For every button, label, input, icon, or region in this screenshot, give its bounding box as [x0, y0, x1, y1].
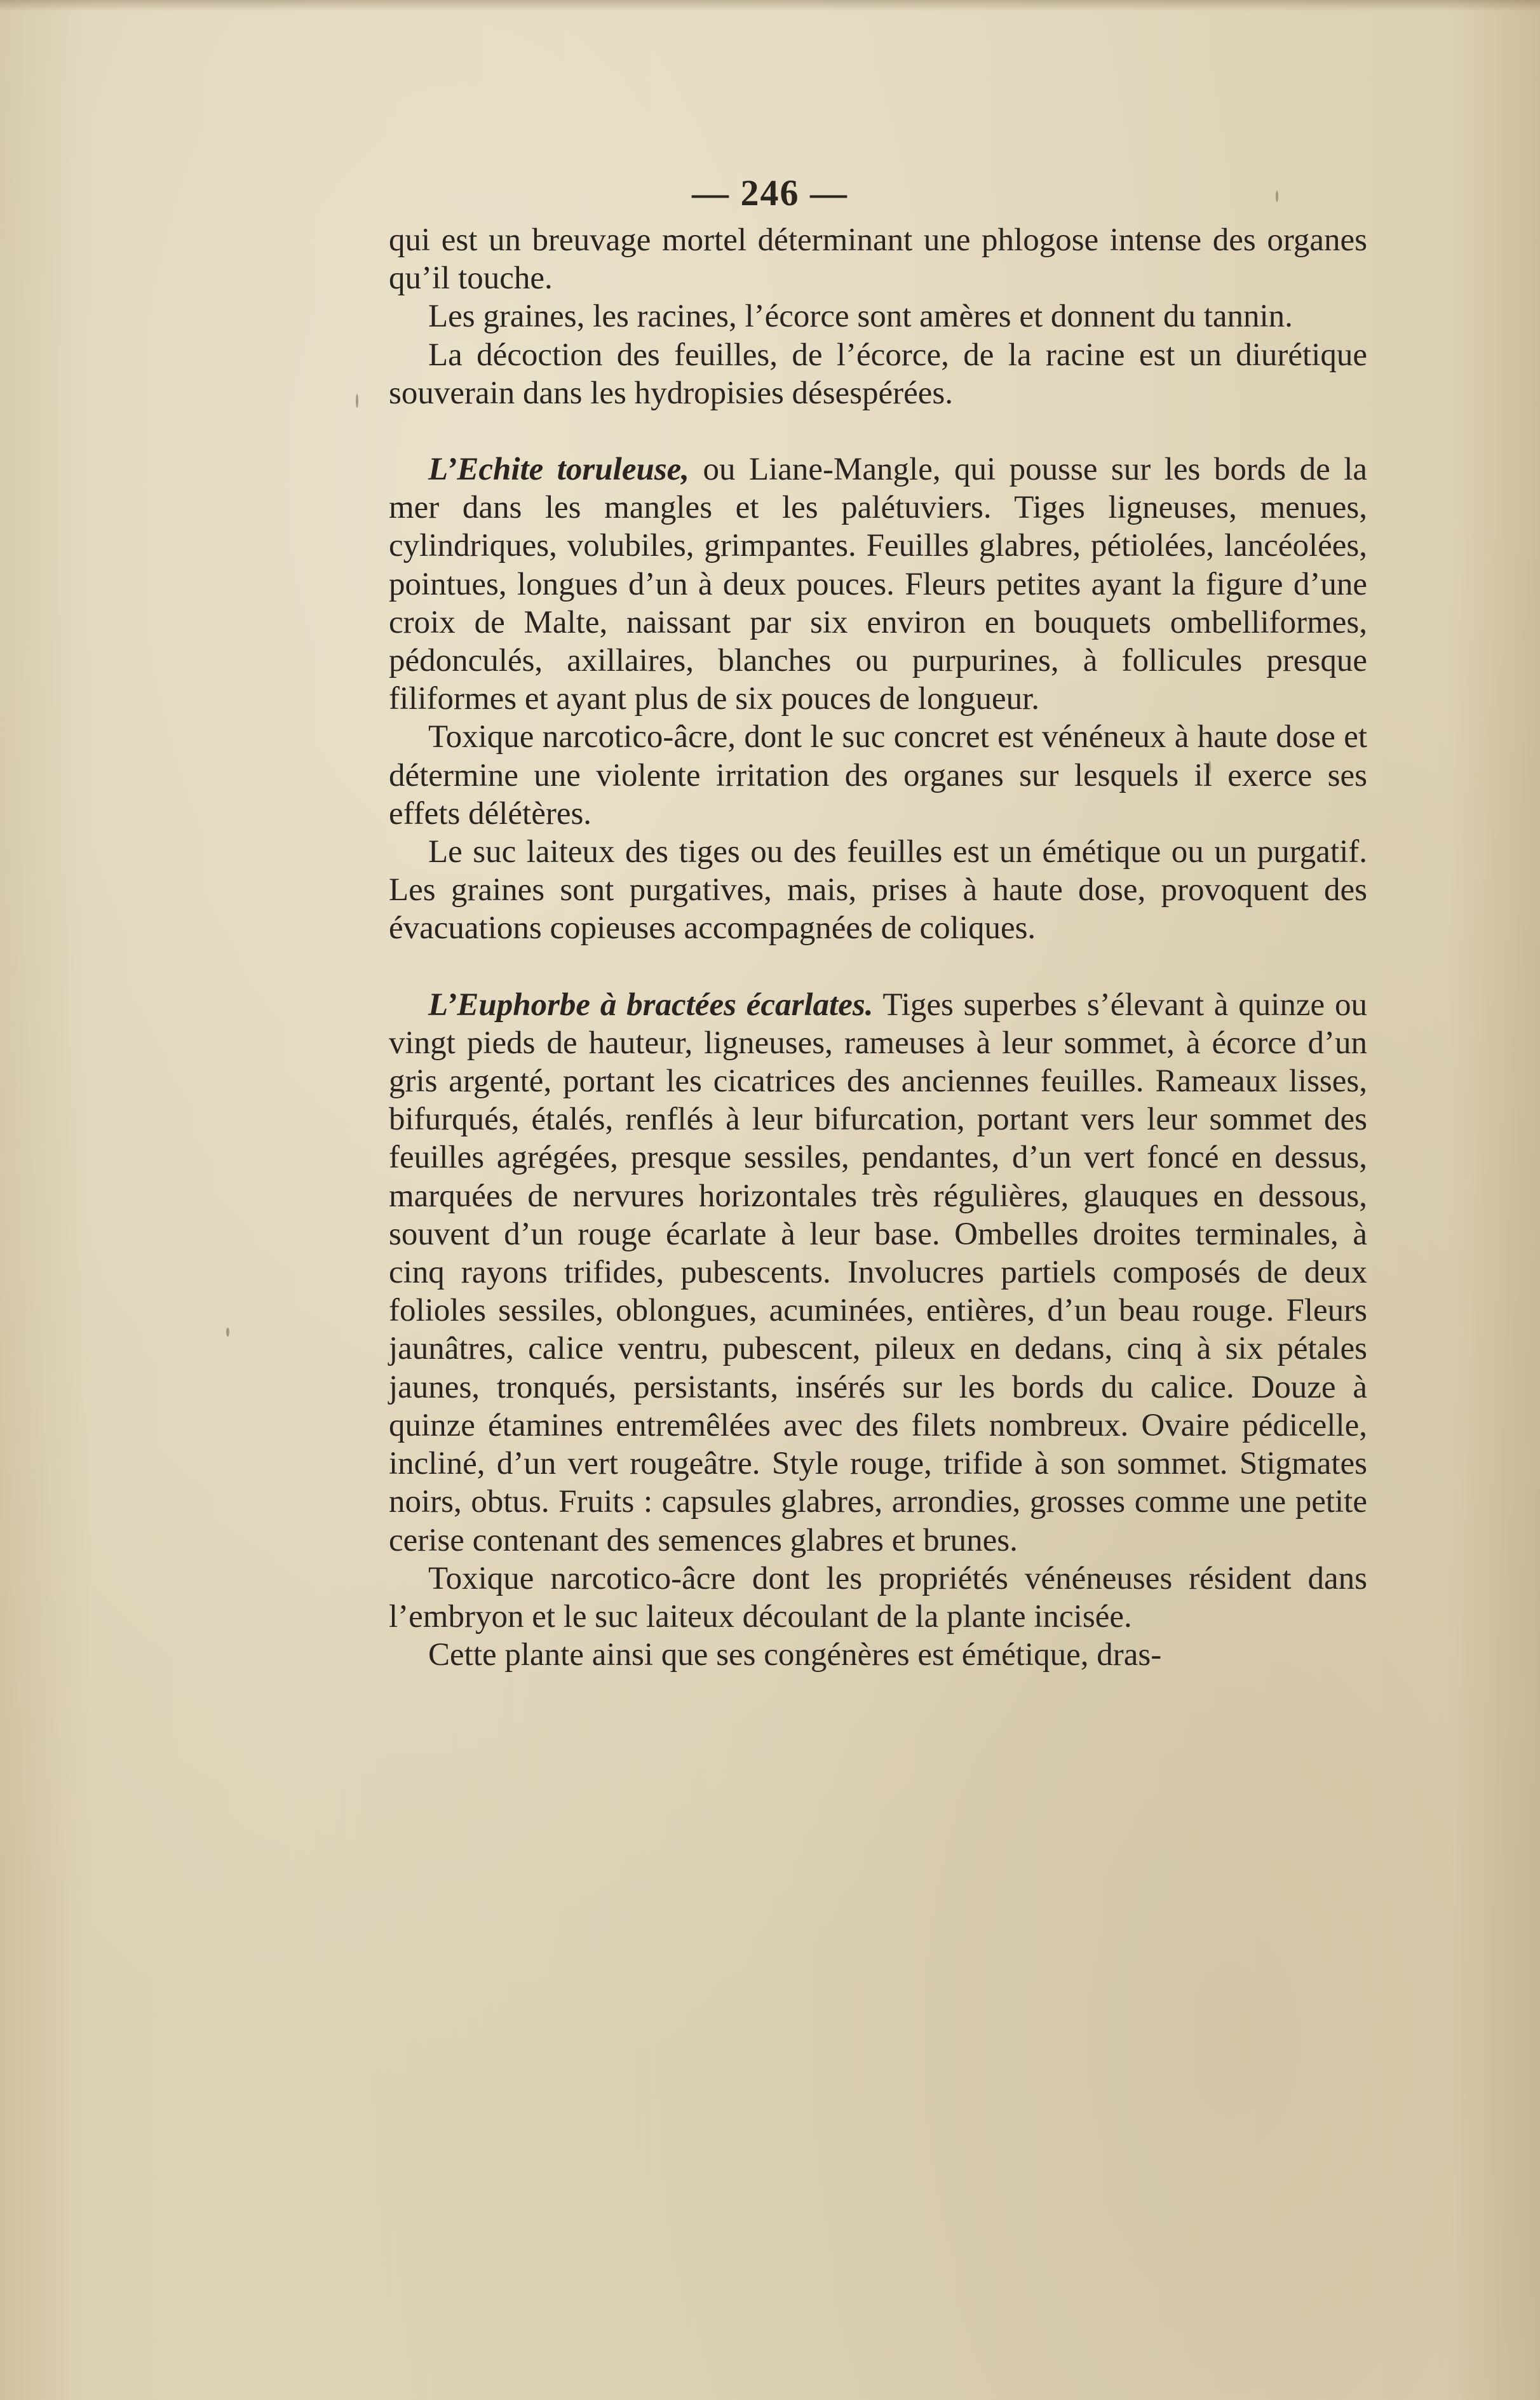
- entry-description-euphorbe: Tiges superbes s’élevant à quinze ou vingt pieds de hauteur, ligneuses, rameuses à leur sommet, à écorce d’un gris argenté, portant les cicatrices des anciennes feuilles. Rameaux lisses, bifurqués, étalés, renflés à leur bifurcation, portant vers leur sommet des feuilles agrégées, presque sessiles, pendantes, d’un vert foncé en dessus, marquées de nervures horizontales très régulières, glauques en dessous, souvent d’un rouge écarlate à leur base. Ombelles droites terminales, à cinq rayons trifides, pubescents. Involucres partiels composés de deux folioles sessiles, oblongues, acuminées, entières, d’un beau rouge. Fleurs jaunâtres, calice ventru, pubescent, pileux en dedans, cinq à six pétales jaunes, tronqués, persistants, insérés sur les bords du calice. Douze à quinze étamines entremêlées avec des filets nombreux. Ovaire pédicelle, incliné, d’un vert rougeâtre. Style rouge, trifide à son sommet. Stigmates noirs, obtus. Fruits : capsules glabres, arrondies, grosses comme une petite cerise contenant des semences glabres et brunes.: [389, 987, 1368, 1558]
- page-edge-shadow: [0, 0, 1540, 11]
- body-text: [389, 221, 1367, 1674]
- paragraph-emetique: Cette plante ainsi que ses congénères est émétique, dras-: [428, 1637, 1162, 1673]
- entry-description-echite: ou Liane-Mangle, qui pousse sur les bords de la mer dans les mangles et les palétuviers. Tiges ligneuses, menues, cylindriques, volubiles, grimpantes. Feuilles glabres, pétiolées, lancéolées, pointues, longues d’un à deux pouces. Fleurs petites ayant la figure d’une croix de Malte, naissant par six environ en bouquets ombelliformes, pédonculés, axillaires, blanches ou purpurines, à follicules presque filiformes et ayant plus de six pouces de longueur.: [389, 452, 1367, 717]
- paper-speck: [356, 394, 358, 408]
- entry-euphorbe: [389, 986, 1367, 1560]
- entry-title-echite: L’Echite toruleuse,: [428, 452, 690, 488]
- paragraph-decoction: La décoction des feuilles, de l’écorce, de la racine est un diurétique souverain dans les hydropisies désespérées.: [389, 337, 1367, 411]
- page-number: — 246 —: [692, 172, 848, 213]
- paragraph-continuation: qui est un breuvage mortel déterminant une phlogose intense des organes qu’il touche.: [389, 222, 1367, 297]
- paragraph-suc-laiteux: Le suc laiteux des tiges ou des feuilles est un émétique ou un purgatif. Les graines sont purgatives, mais, prises à haute dose, provoquent des évacuations copieuses accompagnées de coliques.: [389, 834, 1367, 947]
- paragraph-graines: Les graines, les racines, l’écorce sont amères et donnent du tannin.: [428, 299, 1293, 335]
- paragraph-toxique-euphorbe: Toxique narcotico-âcre dont les propriétés vénéneuses résident dans l’embryon et le suc laiteux découlant de la plante incisée.: [389, 1560, 1367, 1635]
- paragraph-toxique-echite: Toxique narcotico-âcre, dont le suc concret est vénéneux à haute dose et détermine une violente irritation des organes sur lesquels il exerce ses effets délétères.: [389, 719, 1367, 832]
- entry-echite-toruleuse: [389, 450, 1367, 718]
- entry-title-euphorbe: L’Euphorbe à bractées écarlates.: [428, 987, 874, 1023]
- paper-speck: [226, 1328, 229, 1337]
